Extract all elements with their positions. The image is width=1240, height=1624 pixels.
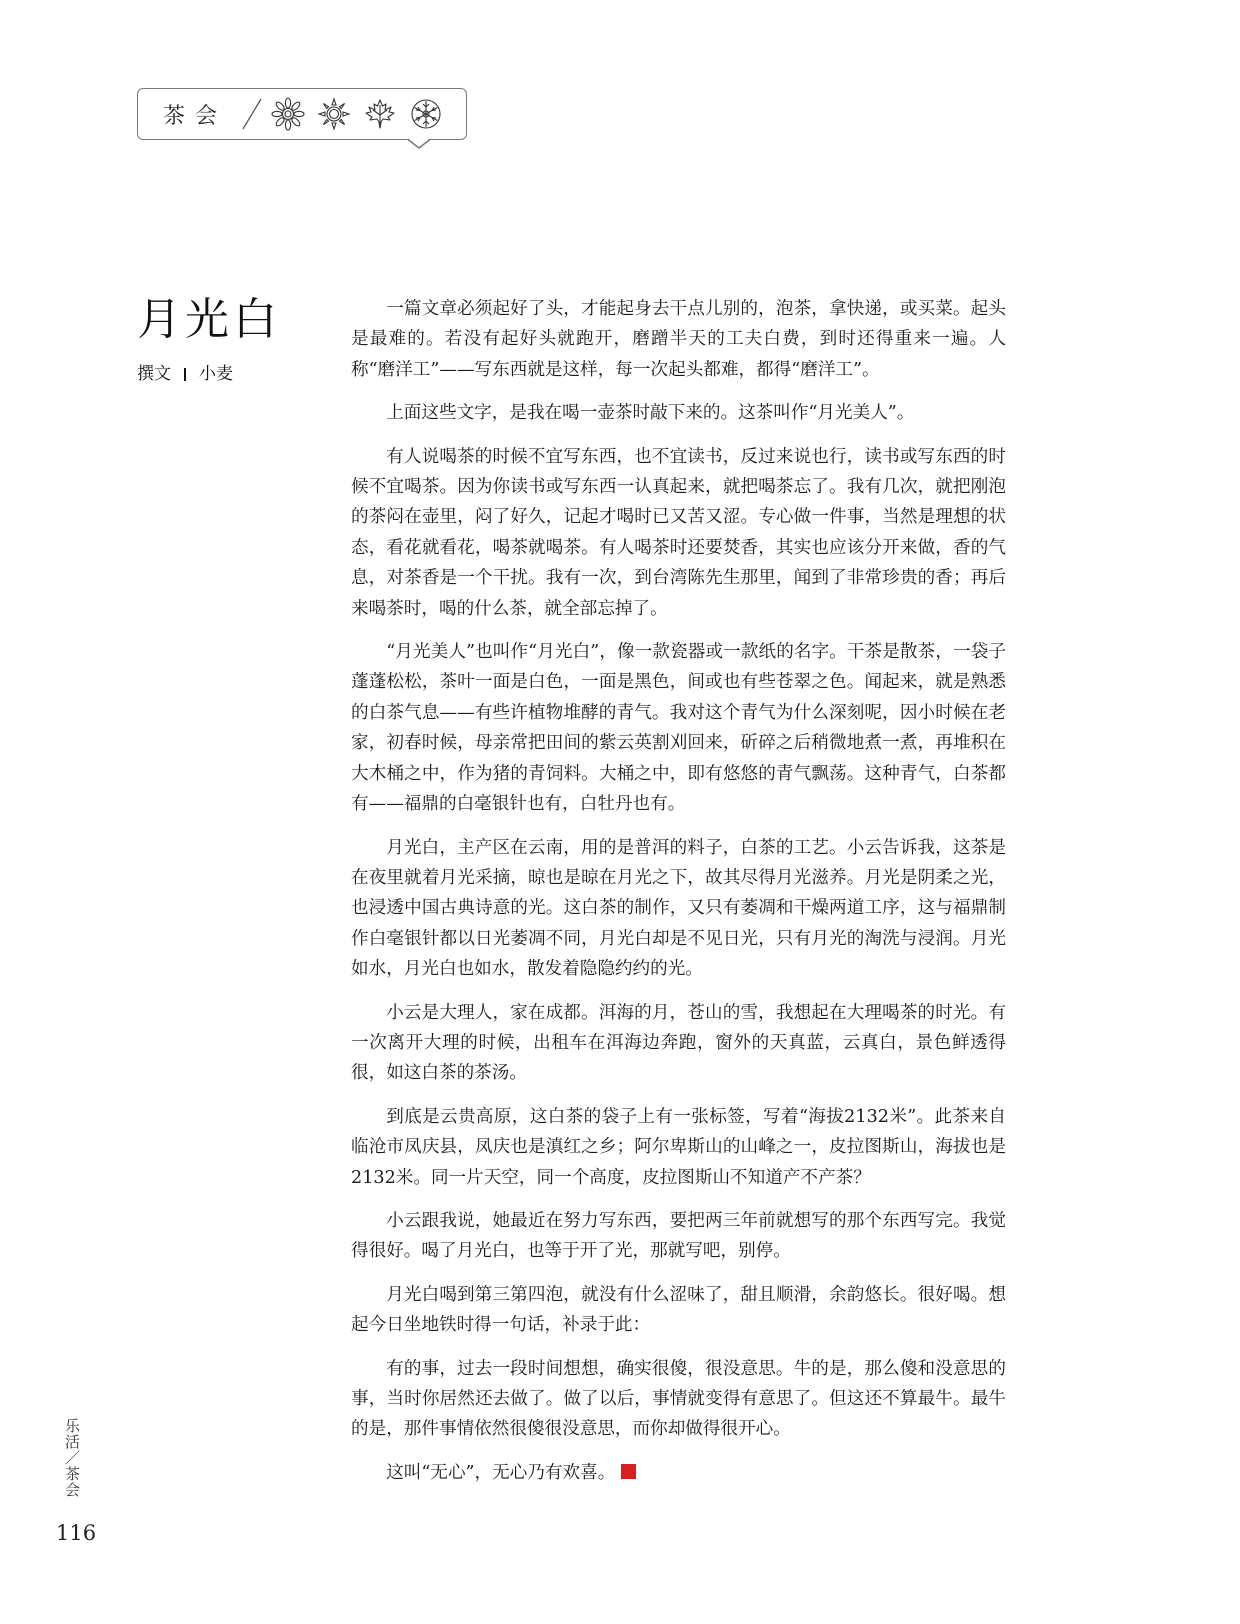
- page-number: 116: [56, 1521, 97, 1545]
- article-body: [351, 294, 1006, 1501]
- section-header: [137, 88, 467, 140]
- byline-label: 撰文: [137, 364, 171, 384]
- paragraph: 上面这些文字，是我在喝一壶茶时敲下来的。这茶叫作“月光美人”。: [386, 403, 915, 424]
- paragraph: 到底是云贵高原，这白茶的袋子上有一张标签，写着“海拔2132米”。此茶来自临沧市凤庆县，凤庆也是滇红之乡；阿尔卑斯山的山峰之一，皮拉图斯山，海拔也是2132米。同一片天空，同一个高度，皮拉图斯山不知道产不产茶？: [351, 1106, 1006, 1188]
- paragraph: 月光白，主产区在云南，用的是普洱的料子，白茶的工艺。小云告诉我，这茶是在夜里就着月光采摘，晾也是晾在月光之下，故其尽得月光滋养。月光是阴柔之光，也浸透中国古典诗意的光。这白茶的制作，又只有萎凋和干燥两道工序，这与福鼎制作白毫银针都以日光萎凋不同，月光白却是不见日光，只有月光的淘洗与浸润。月光如水，月光白也如水，散发着隐隐约约的光。: [351, 837, 1006, 980]
- paragraph: 小云跟我说，她最近在努力写东西，要把两三年前就想写的那个东西写完。我觉得很好。喝了月光白，也等于开了光，那就写吧，别停。: [351, 1210, 1006, 1262]
- paragraph-text: 这叫“无心”，无心乃有欢喜。: [386, 1462, 616, 1483]
- section-label: 茶会: [163, 103, 228, 129]
- paragraph: 有的事，过去一段时间想想，确实很傻，很没意思。牛的是，那么傻和没意思的事，当时你居然还去做了。做了以后，事情就变得有意思了。但这还不算最牛。最牛的是，那件事情依然很傻很没意思，而你却做得很开心。: [351, 1358, 1006, 1440]
- last-paragraph: [351, 1458, 1006, 1488]
- sun-icon: [317, 97, 351, 131]
- article-title: 月光白: [137, 294, 281, 345]
- paragraph: “月光美人”也叫作“月光白”，像一款瓷器或一款纸的名字。干茶是散茶，一袋子蓬蓬松松，茶叶一面是白色，一面是黑色，间或也有些苍翠之色。闻起来，就是熟悉的白茶气息——有些许植物堆酵的青气。我对这个青气为什么深刻呢，因小时候在老家，初春时候，母亲常把田间的紫云英割刈回来，斫碎之后稍微地煮一煮，再堆积在大木桶之中，作为猪的青饲料。大桶之中，即有悠悠的青气飘荡。这种青气，白茶都有——福鼎的白毫银针也有，白牡丹也有。: [351, 642, 1006, 815]
- slash-divider: [239, 96, 265, 132]
- sunflower-icon: [271, 97, 305, 131]
- byline-separator: [184, 368, 186, 381]
- paragraph: 有人说喝茶的时候不宜写东西，也不宜读书，反过来说也行，读书或写东西的时候不宜喝茶。因为你读书或写东西一认真起来，就把喝茶忘了。我有几次，就把刚泡的茶闷在壶里，闷了好久，记起才喝时已又苦又涩。专心做一件事，当然是理想的状态，看花就看花，喝茶就喝茶。有人喝茶时还要焚香，其实也应该分开来做，香的气息，对茶香是一个干扰。我有一次，到台湾陈先生那里，闻到了非常珍贵的香；再后来喝茶时，喝的什么茶，就全部忘掉了。: [351, 446, 1006, 619]
- paragraph: 小云是大理人，家在成都。洱海的月，苍山的雪，我想起在大理喝茶的时光。有一次离开大理的时候，出租车在洱海边奔跑，窗外的天真蓝，云真白，景色鲜透得很，如这白茶的茶汤。: [351, 1002, 1006, 1084]
- paragraph: 一篇文章必须起好了头，才能起身去干点儿别的，泡茶，拿快递，或买菜。起头是最难的。若没有起好头就跑开，磨蹭半天的工夫白费，到时还得重来一遍。人称“磨洋工”——写东西就是这样，每一次起头都难，都得“磨洋工”。: [351, 299, 1006, 380]
- byline: [137, 362, 233, 386]
- season-icons: [271, 97, 443, 131]
- footer-section-part1: 乐活: [63, 1418, 81, 1450]
- footer-section-part2: 茶会: [63, 1466, 81, 1498]
- maple-leaf-icon: [363, 97, 397, 131]
- author-name: 小麦: [199, 364, 233, 384]
- snowflake-icon: [409, 97, 443, 131]
- footer-slash: ／: [63, 1450, 81, 1466]
- paragraph: 月光白喝到第三第四泡，就没有什么涩味了，甜且顺滑，余韵悠长。很好喝。想起今日坐地铁时得一句话，补录于此：: [351, 1284, 1006, 1336]
- footer-section-label: [58, 1418, 80, 1498]
- end-mark-square: [621, 1464, 636, 1479]
